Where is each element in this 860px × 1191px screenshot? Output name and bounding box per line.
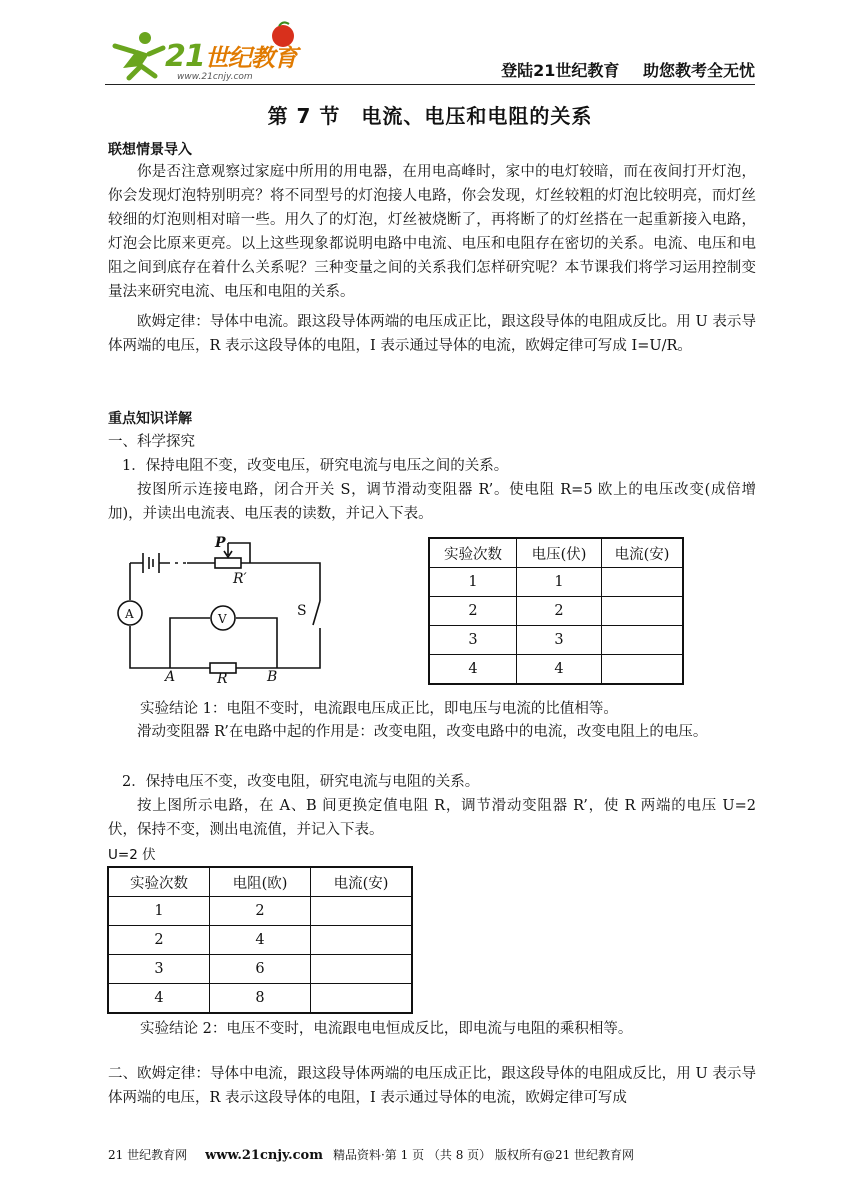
header-divider (105, 84, 755, 85)
table-cell[interactable] (602, 626, 684, 655)
table-header-cell: 电流(安) (602, 538, 684, 568)
experiment1-title: 1．保持电阻不变，改变电压，研究电流与电压之间的关系。 (122, 458, 509, 474)
table-cell: 8 (210, 984, 311, 1014)
ohm-law-statement: 二、欧姆定律：导体中电流，跟这段导体两端的电压成正比，跟这段导体的电阻成反比，用 U 表示导体两端的电压，R 表示这段导体的电阻，I 表示通过导体的电流，欧姆定律可写成 (108, 1066, 756, 1106)
label-switch: S (297, 603, 307, 619)
table-row (108, 955, 412, 984)
logo-cn-text: 世纪教育 (204, 44, 297, 72)
table-cell[interactable] (311, 984, 413, 1014)
table-cell: 3 (517, 626, 602, 655)
experiment1-description: 按图所示连接电路，闭合开关 S，调节滑动变阻器 R’。使电阻 R=5 欧上的电压改变(成倍增加)，并读出电流表、电压表的读数，并记入下表。 (108, 482, 756, 522)
table-cell[interactable] (602, 597, 684, 626)
ohm-law-paragraph: 欧姆定律：导体中电流。跟这段导体两端的电压成正比，跟这段导体的电阻成反比。用 U 表示导体两端的电压，R 表示这段导体的电阻，I 表示通过导体的电流，欧姆定律可写成 I=U/R。 (108, 314, 756, 354)
label-a: A (165, 669, 176, 683)
table-cell: 2 (108, 926, 210, 955)
section-heading-intro: 联想情景导入 (108, 142, 192, 158)
page-title: 第 7 节 电流、电压和电阻的关系 (267, 104, 593, 128)
switch-icon (313, 601, 320, 625)
table-header-cell: 实验次数 (429, 538, 517, 568)
label-b: B (267, 669, 278, 683)
label-ammeter: A (125, 607, 134, 621)
table-cell: 2 (429, 597, 517, 626)
footer-info: 精品资料·第 1 页 （共 8 页） 版权所有@21 世纪教育网 (332, 1148, 635, 1162)
conclusion-1: 实验结论 1：电阻不变时，电流跟电压成正比，即电压与电流的比值相等。 (140, 701, 618, 717)
intro-paragraph: 你是否注意观察过家庭中所用的用电器，在用电高峰时，家中的电灯较暗，而在夜间打开灯泡，你会发现灯泡特别明亮？将不同型号的灯泡接人电路，你会发现，灯丝较粗的灯泡比较明亮，而灯丝较细的灯泡则相对暗一些。用久了的灯泡，灯丝被烧断了，再将断了的灯丝搭在一起重新接入电路，灯泡会比原来更亮。以上这些现象都说明电路中电流、电压和电阻存在密切的关系。电流、电压和电阻之间到底存在着什么关系呢？三种变量之间的关系我们怎样研究呢？本节课我们将学习运用控制变量法来研究电流、电压和电阻的关系。 (108, 164, 756, 300)
page-footer (108, 1146, 634, 1163)
table-cell: 4 (429, 655, 517, 685)
label-r: R (217, 671, 228, 683)
battery-icon (143, 553, 159, 573)
site-logo[interactable] (105, 20, 305, 82)
table-row (429, 568, 683, 597)
header-slogan: 登陆21世纪教育 助您教考全无忧 (501, 61, 755, 80)
footer-site: 21 世纪教育网 (108, 1148, 188, 1162)
table-cell[interactable] (311, 955, 413, 984)
conclusion-2: 实验结论 2：电压不变时，电流跟电电恒成反比，即电流与电阻的乘积相等。 (140, 1021, 633, 1037)
logo-number: 21 (165, 39, 205, 74)
page-header (105, 20, 755, 82)
logo-url: www.21cnjy.com (177, 72, 253, 82)
section-heading-key: 重点知识详解 (108, 411, 192, 427)
table-row (108, 926, 412, 955)
table-cell: 4 (108, 984, 210, 1014)
table-header-row (429, 538, 683, 568)
subsection-title-inquiry: 一、科学探究 (108, 434, 195, 450)
table-cell: 1 (429, 568, 517, 597)
footer-url[interactable]: www.21cnjy.com (205, 1148, 323, 1163)
table-cell[interactable] (602, 568, 684, 597)
circuit-diagram (115, 533, 345, 683)
table-header-cell: 实验次数 (108, 867, 210, 897)
table-row (108, 897, 412, 926)
table-cell[interactable] (602, 655, 684, 685)
table-row (429, 655, 683, 685)
table-cell: 4 (210, 926, 311, 955)
table-row (108, 984, 412, 1014)
table-header-cell: 电压(伏) (517, 538, 602, 568)
voltage-current-table (428, 537, 684, 685)
logo-wordmark (165, 38, 297, 74)
table-cell: 3 (108, 955, 210, 984)
table-cell[interactable] (311, 926, 413, 955)
table-cell: 3 (429, 626, 517, 655)
table-cell: 6 (210, 955, 311, 984)
rheostat-icon (215, 558, 241, 568)
table-cell: 2 (210, 897, 311, 926)
rheostat-role: 滑动变阻器 R’在电路中起的作用是：改变电阻，改变电路中的电流，改变电阻上的电压。 (137, 724, 708, 740)
resistance-current-table (107, 866, 413, 1014)
table-header-row (108, 867, 412, 897)
voltage-constant-label: U=2 伏 (108, 847, 156, 863)
label-rprime: R′ (233, 571, 247, 587)
table-cell: 1 (108, 897, 210, 926)
experiment2-description: 按上图所示电路，在 A、B 间更换定值电阻 R，调节滑动变阻器 R’，使 R 两端的电压 U=2 伏，保持不变，测出电流值，并记入下表。 (108, 798, 756, 838)
table-cell[interactable] (311, 897, 413, 926)
table-header-cell: 电流(安) (311, 867, 413, 897)
label-p: P (215, 535, 226, 551)
experiment2-title: 2．保持电压不变，改变电阻，研究电流与电阻的关系。 (122, 774, 480, 790)
table-row (429, 597, 683, 626)
table-cell: 4 (517, 655, 602, 685)
table-cell: 1 (517, 568, 602, 597)
table-header-cell: 电阻(欧) (210, 867, 311, 897)
label-voltmeter: V (218, 612, 227, 626)
table-cell: 2 (517, 597, 602, 626)
table-row (429, 626, 683, 655)
